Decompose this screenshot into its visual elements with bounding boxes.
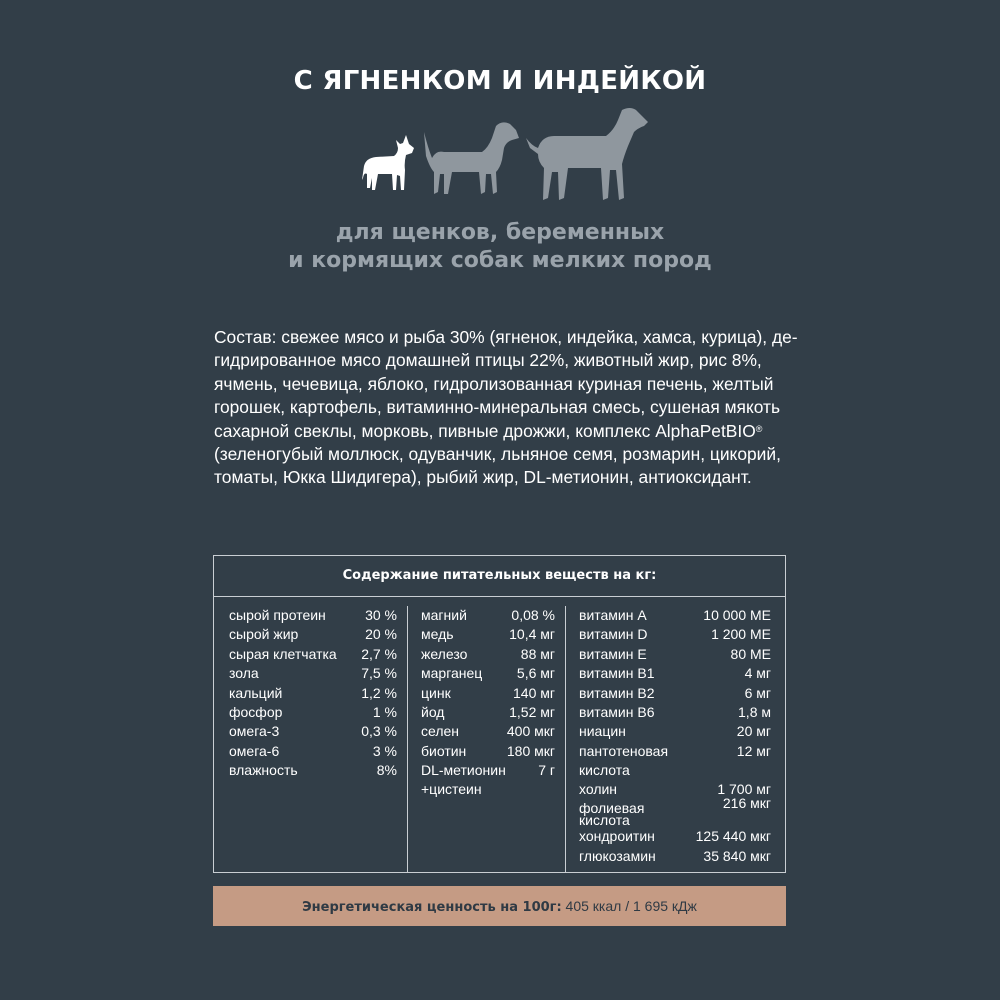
nutrient-name: фосфор [229,703,283,720]
nutrient-value: 1 % [372,703,397,720]
nutrient-value: 1 700 мг [717,780,771,797]
nutrient-name: влажность [229,762,298,779]
composition-line [214,420,794,443]
nutrient-row [421,645,555,664]
composition-line: ячмень, чечевица, яблоко, гидролизованная куриная печень, желтый [214,373,774,394]
subtitle-line: и кормящих собак мелких пород [288,248,712,273]
nutrient-value: 7,5 % [361,665,397,682]
nutrient-name: зола [229,665,259,682]
nutrient-value: 180 мкг [506,742,555,759]
subtitle [0,219,1000,275]
nutrient-row [421,606,555,625]
nutrient-value: 10,4 мг [509,626,555,643]
nutrient-name: сырой жир [229,626,299,643]
nutrient-name: хондроитин [579,828,655,845]
nutrient-row [579,827,771,846]
nutrient-row [229,761,397,780]
nutrient-value: 6 мг [744,684,771,701]
column-divider [565,606,566,873]
nutrient-row [229,606,397,625]
nutrient-value: 7 г [538,762,555,779]
composition-line: (зеленогубый моллюск, одуванчик, льняное семя, розмарин, цикорий, [214,444,781,465]
nutrient-value: 4 мг [744,665,771,682]
nutrient-row [579,847,771,866]
nutrient-value: 20 % [365,626,397,643]
nutrient-name: ниацин [579,723,626,740]
nutrient-row [421,703,555,722]
nutrient-row [421,664,555,683]
composition-line: гидрированное мясо домашней птицы 22%, животный жир, рис 8%, [214,350,762,371]
nutrient-value: 8% [376,762,397,779]
nutrients-column-3 [579,606,771,866]
nutrient-row [579,664,771,683]
nutrient-row [229,722,397,741]
subtitle-line: для щенков, беременных [335,220,665,245]
nutrient-name: глюкозамин [579,847,656,864]
energy-label: Энергетическая ценность на 100г: [302,900,562,915]
energy-value: 405 ккал / 1 695 кДж [561,898,697,914]
nutrient-row [421,742,555,761]
nutrient-name: сырая клетчатка [229,645,337,662]
nutrient-row [421,761,555,799]
nutrient-value: 400 мкг [506,723,555,740]
nutrient-row [421,722,555,741]
nutrient-value: 1,2 % [361,684,397,701]
nutrient-row [229,625,397,644]
nutrient-value: 10 000 МЕ [703,607,771,623]
nutrient-name: фолиевая кислота [579,800,645,829]
nutrient-row [579,645,771,664]
nutrients-column-2 [421,606,555,799]
nutrient-value: 35 840 мкг [703,847,771,864]
nutrient-value: 216 мкг [722,795,771,812]
nutrient-name: медь [421,626,454,643]
nutrients-columns [214,597,785,873]
nutrient-row [421,684,555,703]
nutrient-value: 88 мг [520,645,555,662]
small-dog-icon [362,135,414,190]
nutrient-row [579,606,771,625]
energy-bar [213,886,786,926]
nutrient-name: витамин D [579,626,648,643]
nutrient-name: омега-3 [229,723,280,740]
nutrient-value: 0,08 % [511,607,555,623]
nutrient-row [229,664,397,683]
nutrient-row [579,703,771,722]
medium-dog-icon [424,122,519,194]
composition-line-text: сахарной свеклы, морковь, пивные дрожжи, комплекс AlphaPetBIO [214,420,756,441]
nutrient-name: DL-метионин +цистеин [421,762,506,798]
nutrient-name: витамин В1 [579,665,655,682]
composition-line: горошек, картофель, витаминно-минеральная смесь, сушеная мякоть [214,397,781,418]
nutrient-value: 20 мг [736,723,771,740]
nutrient-value: 30 % [365,607,397,623]
nutrient-row [229,703,397,722]
nutrients-table [213,555,786,873]
nutrient-value: 140 мг [513,684,555,701]
nutrient-value: 5,6 мг [516,665,555,682]
nutrient-row [229,645,397,664]
nutrient-row [579,722,771,741]
nutrient-value: 3 % [372,742,397,759]
nutrient-value: 1,52 мг [509,703,555,720]
product-title: С ЯГНЕНКОМ И ИНДЕЙКОЙ [293,66,707,96]
nutrients-heading: Содержание питательных веществ на кг: [214,556,785,597]
nutrient-row [579,684,771,703]
nutrient-name: холин [579,780,618,797]
large-dog-icon [526,108,648,200]
nutrient-row [579,625,771,644]
nutrient-name: селен [421,723,460,740]
nutrients-column-1 [229,606,397,781]
nutrient-row [229,742,397,761]
nutrient-name: витамин Е [579,645,647,662]
nutrient-name: омега-6 [229,742,280,759]
composition-line: томаты, Юкка Шидигера), рыбий жир, DL-метионин, антиоксидант. [214,467,752,488]
nutrient-name: витамин В2 [579,684,655,701]
nutrient-value: 0,3 % [361,723,397,740]
nutrient-row [421,625,555,644]
nutrient-name: марганец [421,665,483,682]
nutrient-value: 125 440 мкг [695,828,771,845]
registered-mark: ® [755,423,763,434]
nutrient-name: витамин В6 [579,703,655,720]
nutrient-name: витамин А [579,607,647,623]
nutrient-name: железо [421,645,468,662]
nutrient-name: цинк [421,684,451,701]
nutrient-name: кальций [229,684,283,701]
nutrient-value: 80 МЕ [730,645,771,662]
nutrient-name: сырой протеин [229,607,326,623]
nutrient-value: 1,8 м [738,703,771,720]
nutrient-row [229,684,397,703]
nutrient-name: йод [421,703,445,720]
nutrient-row [579,795,771,829]
nutrient-value: 12 мг [736,742,771,759]
nutrient-name: пантотеновая кислота [579,742,669,778]
column-divider [407,606,408,873]
nutrient-row [579,742,771,780]
nutrient-value: 2,7 % [361,645,397,662]
nutrient-value: 1 200 МЕ [711,626,771,643]
nutrient-name: магний [421,607,467,623]
composition-line: Состав: свежее мясо и рыба 30% (ягненок, индейка, хамса, курица), де- [214,327,798,347]
nutrient-name: биотин [421,742,467,759]
dog-size-illustration [354,108,654,208]
composition-text [214,326,798,490]
